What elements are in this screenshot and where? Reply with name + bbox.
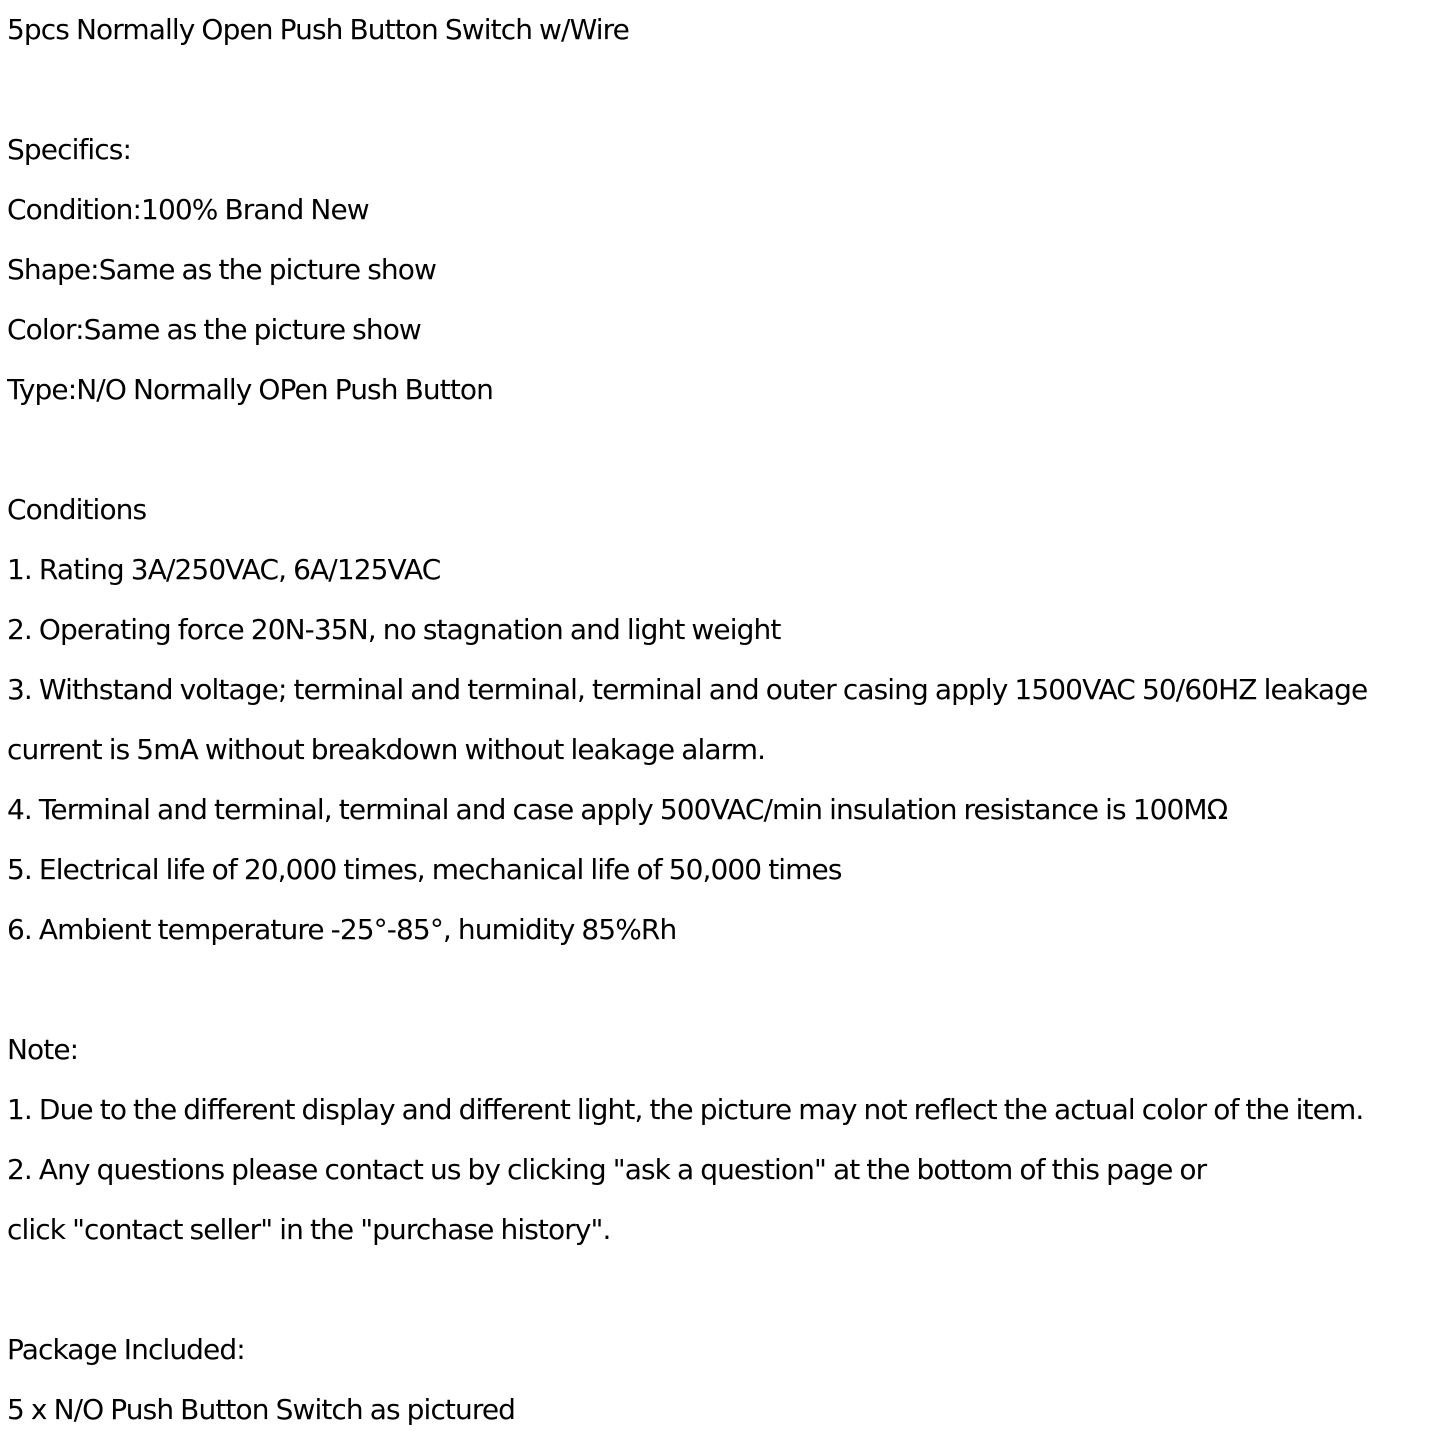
spacer — [7, 1260, 1443, 1320]
condition-insulation: 4. Terminal and terminal, terminal and case apply 500VAC/min insulation resistance is 100MΩ — [7, 793, 1228, 826]
conditions-heading: Conditions — [7, 493, 147, 526]
specifics-heading: Specifics: — [7, 133, 132, 166]
spec-condition: Condition:100% Brand New — [7, 193, 369, 226]
spec-color: Color:Same as the picture show — [7, 313, 421, 346]
condition-withstand-voltage: 3. Withstand voltage; terminal and terminal, terminal and outer casing apply 1500VAC 50/60HZ leakage — [7, 673, 1368, 706]
product-title: 5pcs Normally Open Push Button Switch w/Wire — [7, 13, 629, 46]
spacer — [7, 420, 1443, 480]
note-contact: 2. Any questions please contact us by clicking "ask a question" at the bottom of this page or — [7, 1153, 1207, 1186]
spacer — [7, 960, 1443, 1020]
condition-rating: 1. Rating 3A/250VAC, 6A/125VAC — [7, 553, 441, 586]
note-heading: Note: — [7, 1033, 79, 1066]
condition-temperature: 6. Ambient temperature -25°-85°, humidity 85%Rh — [7, 913, 677, 946]
spec-shape: Shape:Same as the picture show — [7, 253, 437, 286]
condition-life: 5. Electrical life of 20,000 times, mechanical life of 50,000 times — [7, 853, 842, 886]
spec-type: Type:N/O Normally OPen Push Button — [7, 373, 493, 406]
condition-withstand-voltage-cont: current is 5mA without breakdown without leakage alarm. — [7, 733, 766, 766]
package-item: 5 x N/O Push Button Switch as pictured — [7, 1393, 516, 1426]
spacer — [7, 60, 1443, 120]
package-heading: Package Included: — [7, 1333, 245, 1366]
note-contact-cont: click "contact seller" in the "purchase history". — [7, 1213, 611, 1246]
note-display: 1. Due to the different display and different light, the picture may not reflect the actual color of the item. — [7, 1093, 1364, 1126]
product-description — [7, 0, 1443, 1440]
condition-operating-force: 2. Operating force 20N-35N, no stagnation and light weight — [7, 613, 781, 646]
